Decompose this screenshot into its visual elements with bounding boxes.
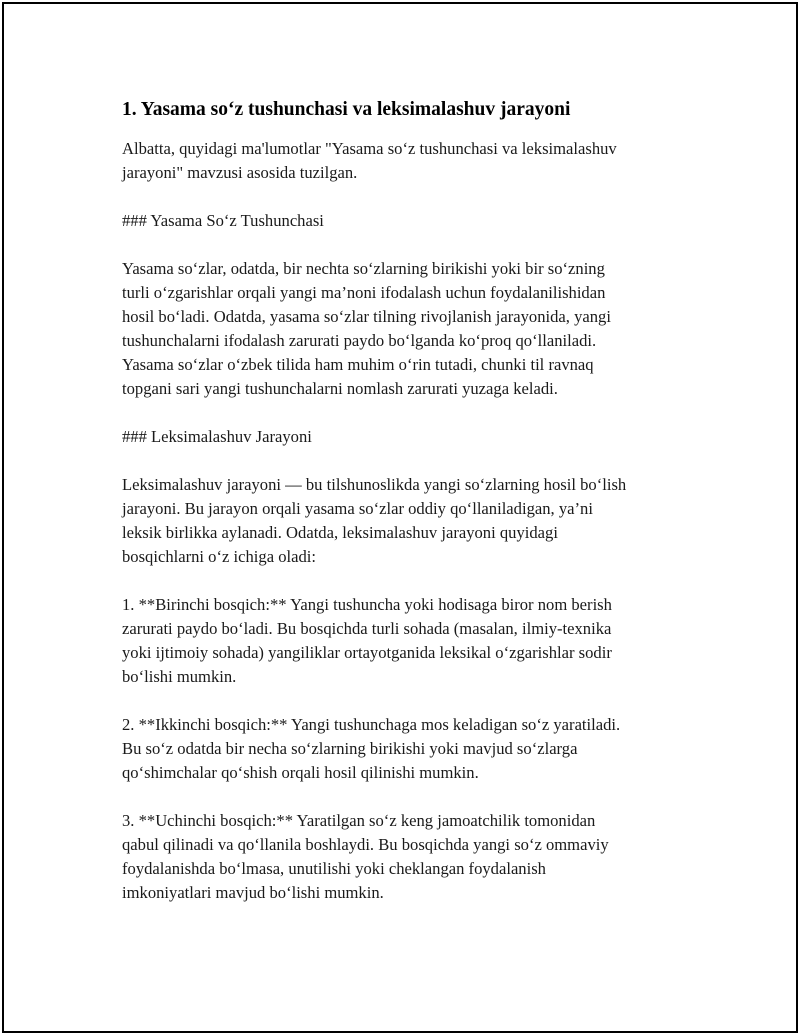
list-item-1 — [122, 593, 694, 689]
section-heading-yasama — [122, 209, 694, 233]
text-line: qo‘shimchalar qo‘shish orqali hosil qilinishi mumkin. — [122, 763, 479, 782]
text-line: zarurati paydo bo‘ladi. Bu bosqichda turli sohada (masalan, ilmiy-texnika — [122, 619, 612, 638]
document-title: 1. Yasama so‘z tushunchasi va leksimalashuv jarayoni — [122, 99, 571, 120]
text-line: bo‘lishi mumkin. — [122, 667, 237, 686]
text-line: jarayoni. Bu jarayon orqali yasama so‘zlar oddiy qo‘llaniladigan, ya’ni — [122, 499, 593, 518]
text-line: Yasama so‘zlar o‘zbek tilida ham muhim o‘rin tutadi, chunki til ravnaq — [122, 355, 594, 374]
text-line: leksik birlikka aylanadi. Odatda, leksimalashuv jarayoni quyidagi — [122, 523, 558, 542]
text-line: turli o‘zgarishlar orqali yangi ma’noni ifodalash uchun foydalanilishidan — [122, 283, 606, 302]
document-page — [2, 2, 798, 1033]
text-line: 2. **Ikkinchi bosqich:** Yangi tushunchaga mos keladigan so‘z yaratiladi. — [122, 715, 621, 734]
text-line: imkoniyatlari mavjud bo‘lishi mumkin. — [122, 883, 384, 902]
text-line: Yasama so‘zlar, odatda, bir nechta so‘zlarning birikishi yoki bir so‘zning — [122, 259, 605, 278]
list-item-2 — [122, 713, 694, 785]
section-heading-leksimalashuv — [122, 425, 694, 449]
text-line: qabul qilinadi va qo‘llanila boshlaydi. Bu bosqichda yangi so‘z ommaviy — [122, 835, 609, 854]
text-line: 1. **Birinchi bosqich:** Yangi tushuncha yoki hodisaga biror nom berish — [122, 595, 612, 614]
text-line: ### Leksimalashuv Jarayoni — [122, 427, 312, 446]
document-content — [122, 96, 694, 929]
text-line: Leksimalashuv jarayoni — bu tilshunoslikda yangi so‘zlarning hosil bo‘lish — [122, 475, 627, 494]
leksimalashuv-paragraph — [122, 473, 694, 569]
text-line: foydalanishda bo‘lmasa, unutilishi yoki cheklangan foydalanish — [122, 859, 546, 878]
text-line: hosil bo‘ladi. Odatda, yasama so‘zlar tilning rivojlanish jarayonida, yangi — [122, 307, 611, 326]
text-line: Bu so‘z odatda bir necha so‘zlarning birikishi yoki mavjud so‘zlarga — [122, 739, 578, 758]
text-line: topgani sari yangi tushunchalarni nomlash zarurati yuzaga keladi. — [122, 379, 558, 398]
text-line: ### Yasama So‘z Tushunchasi — [122, 211, 324, 230]
intro-paragraph — [122, 137, 694, 185]
text-line: yoki ijtimoiy sohada) yangiliklar ortayotganida leksikal o‘zgarishlar sodir — [122, 643, 612, 662]
list-item-3 — [122, 809, 694, 905]
text-line: tushunchalarni ifodalash zarurati paydo bo‘lganda ko‘proq qo‘llaniladi. — [122, 331, 597, 350]
text-line: 3. **Uchinchi bosqich:** Yaratilgan so‘z keng jamoatchilik tomonidan — [122, 811, 596, 830]
text-line: Albatta, quyidagi ma'lumotlar "Yasama so‘z tushunchasi va leksimalashuv — [122, 139, 617, 158]
yasama-paragraph — [122, 257, 694, 401]
text-line: jarayoni" mavzusi asosida tuzilgan. — [122, 163, 358, 182]
text-line: bosqichlarni o‘z ichiga oladi: — [122, 547, 316, 566]
